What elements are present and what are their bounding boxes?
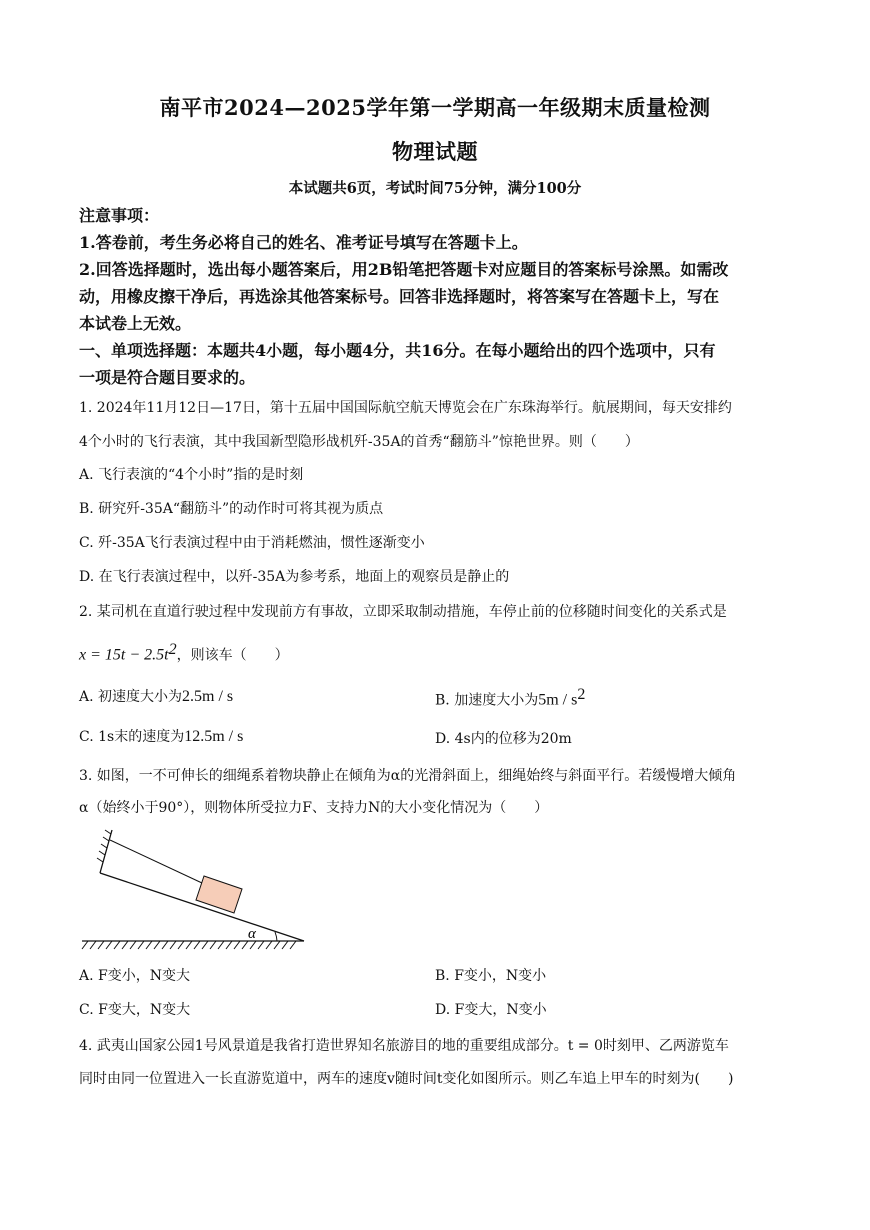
subject-title: 物理试题 [392, 139, 478, 164]
q3-option-b: B. F变小，N变小 [435, 968, 547, 984]
notice-item-1: 1.答卷前，考生务必将自己的姓名、准考证号填写在答题卡上。 [79, 233, 528, 252]
q1-stem-line-2: 4个小时的飞行表演，其中我国新型隐形战机歼-35A的首秀“翻筋斗”惊艳世界。则（ ） [79, 434, 639, 450]
q2-option-a [79, 686, 233, 706]
incline-figure [78, 828, 318, 953]
exam-info: 本试题共6页，考试时间75分钟，满分100分 [288, 180, 582, 197]
q4-stem-line-2: 同时由同一位置进入一长直游览道中，两车的速度v随时间t变化如图所示。则乙车追上甲车的时刻为( ) [79, 1071, 734, 1087]
q3-option-a: A. F变小，N变大 [79, 968, 190, 984]
q2-stem-tail: ，则该车（ ） [176, 647, 289, 664]
q4-stem-line-1: 4. 武夷山国家公园1号风景道是我省打造世界知名旅游目的地的重要组成部分。t = 0时刻甲、乙两游览车 [79, 1038, 729, 1054]
q3-option-d: D. F变大，N变小 [435, 1002, 547, 1018]
q3-stem-line-1: 3. 如图，一不可伸长的细绳系着物块静止在倾角为α的光滑斜面上，细绳始终与斜面平行。若缓慢增大倾角 [79, 768, 737, 784]
q2-stem-line-1: 2. 某司机在直道行驶过程中发现前方有事故，立即采取制动措施，车停止前的位移随时间变化的关系式是 [79, 604, 727, 620]
rope [110, 840, 202, 883]
notice-item-2-line-3: 本试卷上无效。 [79, 314, 192, 333]
q2-stem-line-2 [79, 634, 794, 672]
q1-stem-line-1: 1. 2024年11月12日—17日，第十五届中国国际航空航天博览会在广东珠海举行。航展期间，每天安排约 [79, 400, 732, 416]
notice-item-2-line-2: 动，用橡皮擦干净后，再选涂其他答案标号。回答非选择题时，将答案写在答题卡上，写在 [79, 287, 720, 306]
section-1-heading-line-1: 一、单项选择题：本题共4小题，每小题4分，共16分。在每小题给出的四个选项中，只有 [79, 341, 716, 360]
q2-option-b-exponent: 2 [577, 686, 586, 703]
angle-arc [275, 932, 277, 941]
q1-option-c: C. 歼-35A飞行表演过程中由于消耗燃油，惯性逐渐变小 [79, 535, 425, 551]
q2-option-b-value: 5m / s [538, 691, 578, 709]
ground-hatching [82, 941, 296, 949]
q1-option-d: D. 在飞行表演过程中，以歼-35A为参考系，地面上的观察员是静止的 [79, 569, 510, 585]
q3-stem-line-2: α（始终小于90°），则物体所受拉力F、支持力N的大小变化情况为（ ） [79, 800, 549, 816]
q2-option-a-value: 2.5m / s [182, 688, 234, 705]
page-title: 南平市2024—2025学年第一学期高一年级期末质量检测 [159, 95, 711, 120]
q1-option-a: A. 飞行表演的“4个小时”指的是时刻 [79, 467, 304, 483]
angle-label: α [248, 926, 256, 942]
q1-option-b: B. 研究歼-35A“翻筋斗”的动作时可将其视为质点 [79, 501, 384, 517]
wall [100, 830, 112, 873]
q2-option-b [435, 686, 585, 710]
section-1-heading-line-2: 一项是符合题目要求的。 [79, 368, 256, 387]
q2-option-a-text: A. 初速度大小为 [79, 689, 183, 705]
q2-option-c-value: 12.5m / s [184, 728, 244, 745]
q2-option-c [79, 726, 243, 746]
q2-formula-exponent: 2 [168, 641, 177, 658]
q2-option-b-text: B. 加速度大小为 [435, 692, 539, 709]
q2-option-c-text: C. 1s末的速度为 [79, 729, 185, 745]
q3-option-c: C. F变大，N变大 [79, 1002, 191, 1018]
q2-formula: x = 15t − 2.5t [79, 646, 169, 664]
notice-heading: 注意事项： [79, 206, 160, 225]
notice-item-2-line-1: 2.回答选择题时，选出每小题答案后，用2B铅笔把答题卡对应题目的答案标号涂黑。如需改 [79, 260, 729, 279]
q2-option-d: D. 4s内的位移为20m [435, 731, 572, 747]
